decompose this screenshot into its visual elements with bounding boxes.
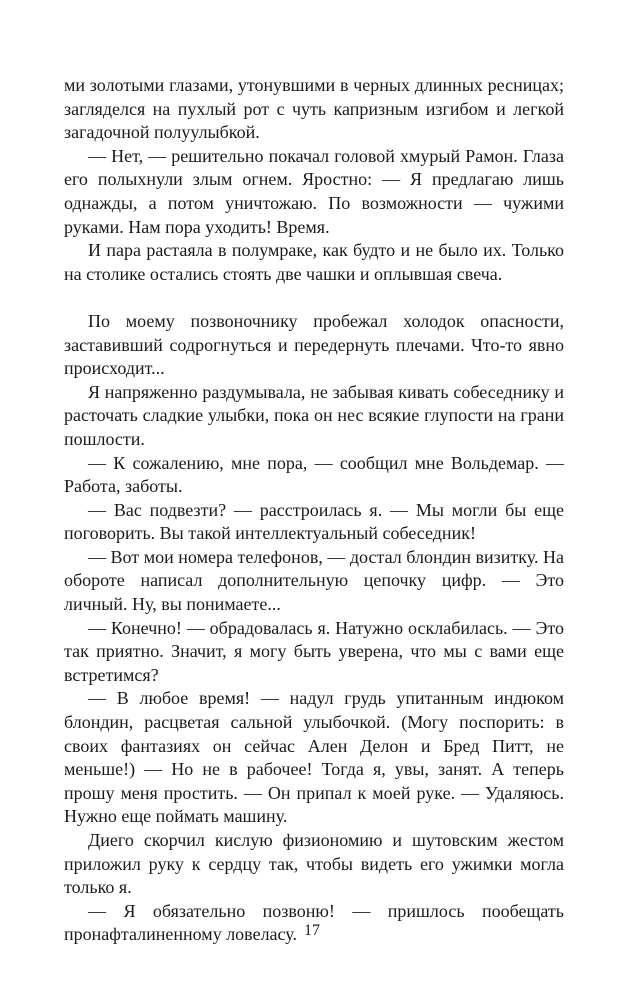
paragraph-promise-to-call: — Я обязательно позвоню! — пришлось пообещать пронафталиненному ловеласу. (64, 900, 564, 945)
paragraph-of-course: — Конечно! — обрадовалась я. Натужно осклабилась. — Это так приятно. Значит, я могу быть уверена, что мы с вами еще встретимся? (64, 617, 564, 685)
scene-break (64, 286, 564, 310)
paragraph-diego-grimace: Диего скорчил кислую физиономию и шутовским жестом приложил руку к сердцу так, чтобы видеть его ужимки могла только я. (64, 830, 564, 898)
page-number: 17 (304, 922, 320, 939)
paragraph-continuation: ми золотыми глазами, утонувшими в черных длинных ресницах; загляделся на пухлый рот с чуть капризным изгибом и легкой загадочной полуулыбкой. (64, 75, 564, 143)
paragraph-couple-vanishes: И пара растаяла в полумраке, как будто и не было их. Только на столике остались стоять две чашки и оплывшая свеча. (64, 240, 564, 284)
book-page-text (64, 74, 564, 947)
paragraph-ramon-refuses: — Нет, — решительно покачал головой хмурый Рамон. Глаза его полыхнули злым огнем. Яростно: — Я предлагаю лишь однажды, а потом уничтожаю. По возможности — чужими руками. Нам пора уходить! Время. (64, 145, 564, 237)
paragraph-voldemar-leaving: — К сожалению, мне пора, — сообщил мне Вольдемар. — Работа, заботы. (64, 452, 564, 497)
paragraph-offer-ride: — Вас подвезти? — расстроилась я. — Мы могли бы еще поговорить. Вы такой интеллектуальный собеседник! (64, 499, 564, 544)
paragraph-any-time: — В любое время! — надул грудь упитанным индюком блондин, расцветая сальной улыбочкой. (Могу поспорить: в своих фантазиях он сейчас Ален Делон и Бред Питт, не меньше!) — Но не в рабочее! Тогда я, увы, занят. А теперь прошу меня простить. — Он припал к моей руке. — Удаляюсь. Нужно еще поймать машину. (64, 688, 564, 827)
paragraph-thinking: Я напряженно раздумывала, не забывая кивать собеседнику и расточать сладкие улыбки, пока он нес всякие глупости на грани пошлости. (64, 381, 564, 449)
paragraph-business-card: — Вот мои номера телефонов, — достал блондин визитку. На обороте написал дополнительную цепочку цифр. — Это личный. Ну, вы понимаете... (64, 546, 564, 615)
paragraph-chill-of-danger: По моему позвоночнику пробежал холодок опасности, заставивший содрогнуться и передернуть плечами. Что-то явно происходит... (64, 310, 564, 379)
